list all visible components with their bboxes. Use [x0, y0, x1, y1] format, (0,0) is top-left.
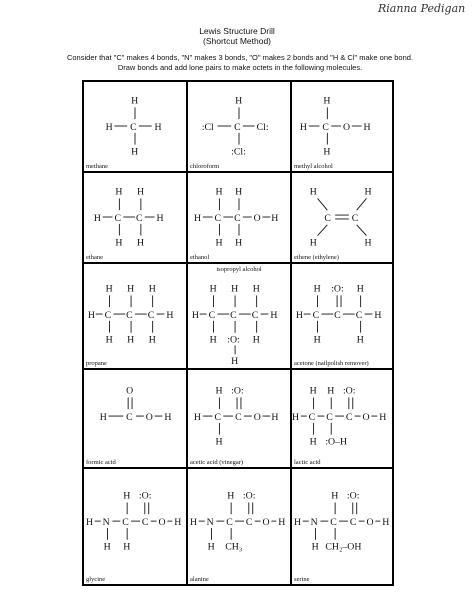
svg-text:C: C: [130, 121, 137, 133]
svg-text:H: H: [85, 517, 94, 529]
svg-text:H: H: [174, 517, 182, 529]
svg-text:H: H: [127, 283, 135, 295]
cell-label: acetone (nailpolish remover): [294, 360, 369, 367]
svg-text:C: C: [324, 212, 331, 224]
svg-text:H: H: [115, 186, 123, 198]
svg-text:C: C: [351, 212, 359, 224]
cell-label: alanine: [190, 576, 209, 583]
cell-label: isopropyl alcohol: [216, 266, 262, 273]
svg-text::O–H: :O–H: [325, 436, 348, 448]
svg-text:H: H: [363, 121, 371, 133]
svg-text:H: H: [115, 237, 123, 249]
svg-text:O: O: [342, 121, 351, 133]
svg-text:H: H: [309, 186, 317, 198]
svg-text:H: H: [105, 121, 113, 133]
svg-text:O: O: [253, 212, 261, 224]
svg-text:H: H: [271, 212, 279, 224]
instructions-text: Consider that "C" makes 4 bonds, "N" makes 3 bonds, "O" makes 2 bonds and "H & Cl" make one bond. Draw bonds and add lone pairs to make octets in the following molecules.: [66, 53, 414, 72]
svg-text:N: N: [310, 517, 318, 529]
svg-text:H: H: [309, 237, 317, 249]
svg-text:H: H: [231, 356, 239, 368]
svg-text:H: H: [156, 212, 164, 224]
svg-text:O: O: [145, 411, 153, 423]
svg-text:C: C: [235, 411, 242, 423]
svg-text:H: H: [207, 541, 215, 553]
svg-text:O: O: [366, 517, 374, 529]
worksheet-header: [0, 26, 474, 46]
svg-text:H: H: [311, 541, 319, 553]
cell-label: methane: [86, 163, 109, 170]
svg-text:C: C: [245, 517, 253, 529]
svg-text:H: H: [148, 283, 156, 295]
svg-text:C: C: [251, 309, 259, 321]
svg-text:C: C: [104, 309, 112, 321]
svg-text::O:: :O:: [342, 385, 356, 397]
svg-text:H: H: [293, 517, 302, 529]
svg-text:H: H: [327, 385, 335, 397]
svg-text:H: H: [93, 212, 101, 224]
svg-text:H: H: [191, 309, 200, 321]
svg-text:H: H: [194, 212, 202, 224]
svg-text:C: C: [355, 309, 363, 321]
svg-text:H: H: [154, 121, 162, 133]
svg-text:H: H: [364, 186, 372, 198]
svg-text:H: H: [323, 95, 331, 107]
svg-text:H: H: [193, 411, 202, 423]
cell-label: ethane: [86, 254, 103, 261]
cell-acetic-acid: [187, 369, 291, 468]
student-signature: Rianna Pedigan: [378, 2, 466, 15]
svg-text::Cl:: :Cl:: [231, 146, 246, 158]
svg-text:C: C: [322, 121, 329, 133]
svg-text:H: H: [148, 334, 156, 346]
svg-text:N: N: [102, 517, 110, 529]
svg-text:O: O: [362, 411, 370, 423]
svg-text:H: H: [295, 309, 303, 321]
cell-label: acetic acid (vinegar): [190, 459, 244, 466]
chloroform-structure: [188, 82, 290, 171]
svg-text:H: H: [379, 411, 387, 423]
svg-text:C: C: [214, 411, 222, 423]
svg-text:H: H: [105, 283, 113, 295]
svg-text:H: H: [252, 334, 260, 346]
svg-text:H: H: [131, 95, 139, 107]
svg-text:O: O: [253, 411, 261, 423]
svg-text:H: H: [299, 121, 308, 133]
ethanol-structure: [188, 173, 290, 262]
worksheet-subtitle: (Shortcut Method): [202, 36, 272, 46]
svg-text:H: H: [136, 186, 145, 198]
cell-chloroform: [187, 81, 291, 172]
svg-text:H: H: [382, 517, 390, 529]
ethane-structure: [84, 173, 186, 262]
svg-text:H: H: [231, 283, 239, 295]
svg-text:C: C: [345, 411, 353, 423]
cell-glycine: [83, 468, 187, 585]
cell-alanine: [187, 468, 291, 585]
cell-label: methyl alcohol: [294, 163, 333, 170]
svg-text:H: H: [164, 411, 172, 423]
svg-text::O:: :O:: [138, 490, 152, 502]
svg-text:H: H: [209, 334, 217, 346]
svg-text:C: C: [234, 212, 241, 224]
svg-text:C: C: [334, 309, 341, 321]
svg-text:H: H: [215, 237, 223, 249]
svg-text:H: H: [364, 237, 372, 249]
cell-ethene: [291, 172, 393, 263]
molecule-grid: [82, 80, 394, 586]
svg-text:H: H: [374, 309, 382, 321]
worksheet-title: Lewis Structure Drill: [199, 26, 275, 36]
svg-text:H: H: [227, 490, 235, 502]
svg-text:C: C: [135, 212, 143, 224]
alanine-structure: [188, 469, 290, 584]
svg-text:C: C: [349, 517, 357, 529]
cell-ethanol: [187, 172, 291, 263]
svg-text:H: H: [309, 385, 317, 397]
svg-text:H: H: [105, 334, 113, 346]
glycine-structure: [84, 469, 186, 584]
svg-text::Cl: :Cl: [201, 121, 214, 133]
svg-text:CH₂–OH: CH₂–OH: [325, 541, 362, 553]
cell-label: lactic acid: [294, 459, 321, 466]
svg-text:O: O: [126, 385, 134, 397]
svg-text:C: C: [330, 517, 337, 529]
svg-text:C: C: [114, 212, 121, 224]
methyl-alcohol-structure: [292, 82, 392, 171]
svg-text::O:: :O:: [231, 385, 244, 397]
svg-text:H: H: [215, 385, 223, 397]
svg-text:H: H: [87, 309, 96, 321]
svg-text:Cl:: Cl:: [256, 121, 269, 133]
svg-text:H: H: [331, 490, 339, 502]
svg-text:H: H: [131, 146, 139, 158]
svg-text:C: C: [126, 309, 133, 321]
cell-label: propane: [86, 360, 107, 367]
svg-text:H: H: [323, 146, 331, 158]
formic-acid-structure: [84, 370, 186, 467]
svg-text:H: H: [99, 411, 107, 423]
serine-structure: [292, 469, 392, 584]
svg-text:H: H: [271, 411, 279, 423]
svg-text:C: C: [147, 309, 155, 321]
svg-text::O:: :O:: [227, 334, 240, 346]
svg-text:H: H: [209, 283, 217, 295]
svg-text:H: H: [235, 186, 243, 198]
svg-text:H: H: [127, 334, 135, 346]
svg-text:H: H: [278, 517, 286, 529]
svg-text:H: H: [215, 436, 223, 448]
svg-text::O:: :O:: [331, 283, 344, 295]
svg-text:C: C: [234, 121, 241, 133]
cell-label: serine: [294, 576, 310, 583]
svg-text::O:: :O:: [346, 490, 360, 502]
svg-text:C: C: [230, 309, 237, 321]
svg-text:C: C: [312, 309, 320, 321]
svg-text:H: H: [235, 95, 243, 107]
svg-text:H: H: [313, 334, 321, 346]
svg-text:C: C: [214, 212, 222, 224]
svg-text:C: C: [226, 517, 233, 529]
svg-text:O: O: [158, 517, 166, 529]
cell-label: chloroform: [190, 163, 220, 170]
cell-ethane: [83, 172, 187, 263]
svg-text:C: C: [326, 411, 333, 423]
svg-text:H: H: [189, 517, 198, 529]
cell-isopropyl-alcohol: [187, 263, 291, 369]
svg-text:H: H: [356, 283, 364, 295]
cell-label: formic acid: [86, 459, 116, 466]
isopropyl-alcohol-structure: [188, 264, 290, 368]
svg-text:H: H: [313, 283, 321, 295]
svg-text:C: C: [141, 517, 149, 529]
svg-text:H: H: [136, 237, 145, 249]
svg-text:H: H: [309, 436, 317, 448]
svg-text:C: C: [308, 411, 316, 423]
svg-text:H: H: [252, 283, 260, 295]
methane-structure: [84, 82, 186, 171]
ethene-structure: [292, 173, 392, 262]
cell-lactic-acid: [291, 369, 393, 468]
cell-label: ethene (ethylene): [294, 254, 339, 261]
cell-propane: [83, 263, 187, 369]
cell-acetone: [291, 263, 393, 369]
acetone-structure: [292, 264, 392, 368]
svg-text:H: H: [235, 237, 243, 249]
svg-text:H: H: [123, 490, 131, 502]
svg-text:CH₃: CH₃: [225, 541, 243, 553]
svg-text:H: H: [270, 309, 278, 321]
cell-label: ethanol: [190, 254, 210, 261]
cell-methyl-alcohol: [291, 81, 393, 172]
svg-text:H: H: [166, 309, 174, 321]
lactic-acid-structure: [292, 370, 392, 467]
cell-methane: [83, 81, 187, 172]
svg-text:O: O: [262, 517, 270, 529]
cell-serine: [291, 468, 393, 585]
svg-text:C: C: [122, 517, 129, 529]
acetic-acid-structure: [188, 370, 290, 467]
svg-text:H: H: [215, 186, 223, 198]
svg-text:C: C: [126, 411, 133, 423]
cell-formic-acid: [83, 369, 187, 468]
propane-structure: [84, 264, 186, 368]
svg-text:H: H: [356, 334, 364, 346]
svg-text:C: C: [208, 309, 216, 321]
svg-text:H: H: [123, 541, 131, 553]
svg-text::O:: :O:: [242, 490, 256, 502]
svg-text:H: H: [103, 541, 111, 553]
svg-text:H: H: [292, 411, 300, 423]
cell-label: glycine: [86, 576, 106, 583]
svg-text:N: N: [206, 517, 214, 529]
